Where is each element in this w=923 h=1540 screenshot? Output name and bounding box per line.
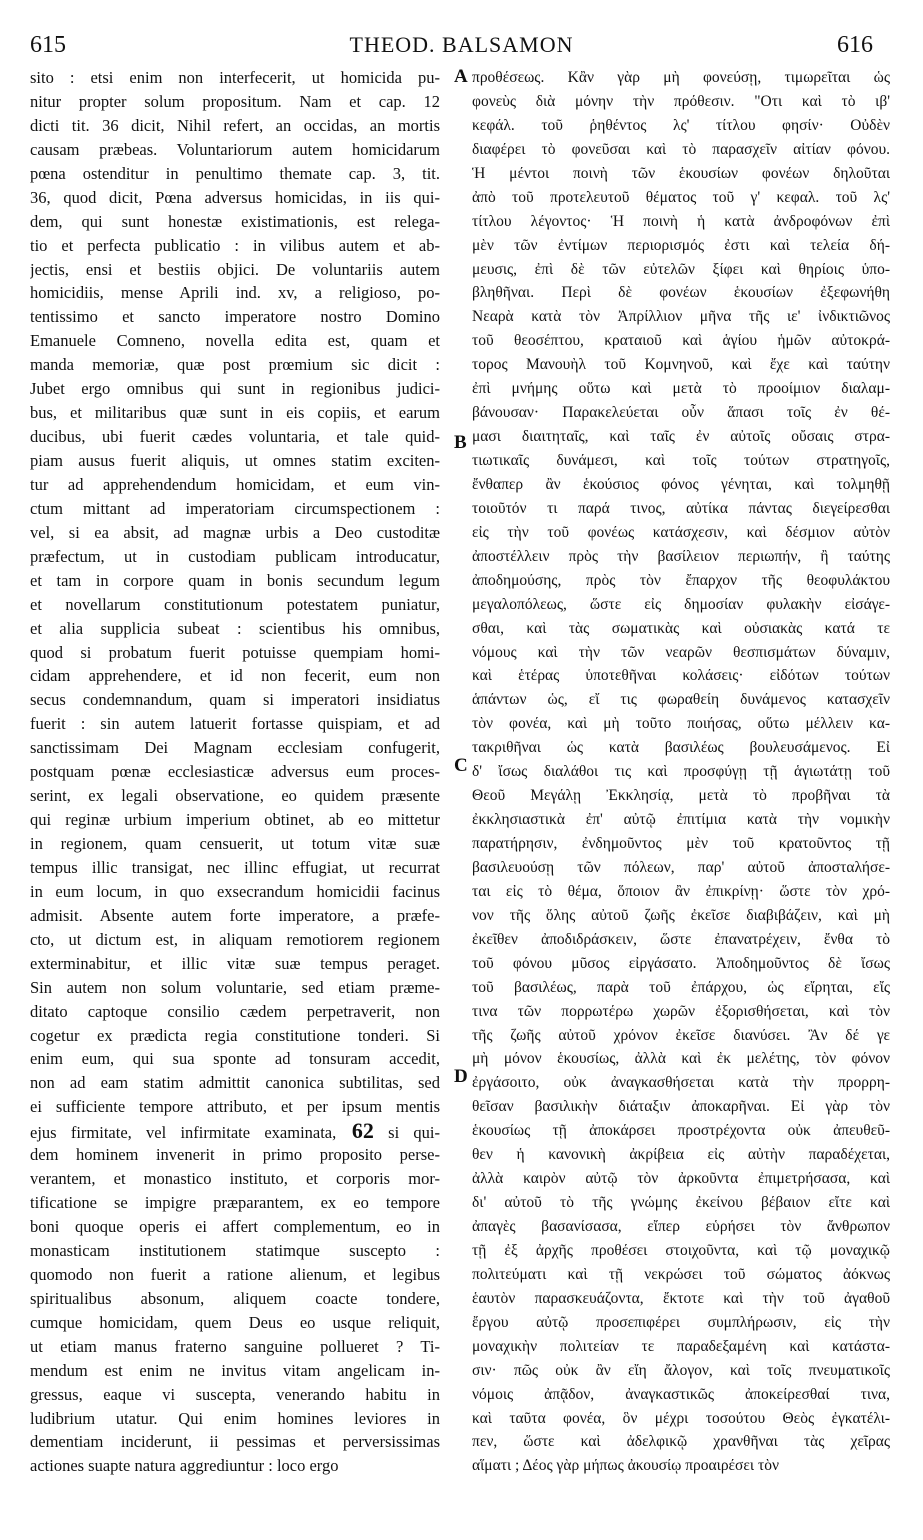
text-line: manda memoriæ, quæ post prœmium sic dicit : xyxy=(30,355,440,375)
text-line: μασι διαιτηταῖς, καὶ ταῖς ἐν αὐτοῖς οὔσαις στρα- xyxy=(472,428,890,446)
section-marker-c: C xyxy=(454,755,468,776)
text-line: ἀλλὰ καιρὸν αὐτῷ τὸν ἀρκοῦντα ἐπιμετρήσασα, καὶ xyxy=(472,1170,890,1188)
text-line: secus condemnandum, quam si imperatori insidiatus xyxy=(30,690,440,710)
column-reference-number: 62 xyxy=(336,1119,374,1144)
text-line: τορος Μανουὴλ τοῦ Κομνηνοῦ, καὶ ἔχε καὶ ταύτην xyxy=(472,356,890,374)
text-line: καὶ ἑτέρας ὑποτεθῆναι κολάσεις· εἰδότων τούτων xyxy=(472,667,890,685)
text-line: κεφάλ. τοῦ ῥηθέντος λς' τίτλου φησίν· Οὐδὲν xyxy=(472,116,890,134)
text-line: τοῦ βασιλέως, παρὰ τοῦ ἐπάρχου, ὡς εἴρηται, εἴς xyxy=(472,978,890,996)
text-line: προθέσεως. Κἂν γὰρ μὴ φονεύσῃ, τιμωρεῖται ὡς xyxy=(472,69,890,86)
text-line: causam præbeas. Voluntariorum autem homicidarum xyxy=(30,139,440,159)
text-line: et alia supplicia subeat : scientibus his omnibus, xyxy=(30,618,440,638)
text-line: ἀποδημούσης, πρὸς τὸν ἔπαρχον τῆς θεοφυλάκτου xyxy=(472,571,890,589)
section-marker-d: D xyxy=(454,1066,468,1087)
text-line: verantem, et monastico instituto, et corporis mor- xyxy=(30,1169,440,1189)
text-line: exterminabitur, et illic vitæ suæ tempus peraget. xyxy=(30,953,440,973)
text-line: ἔνθαπερ ἂν ἑκούσιος φόνος γένηται, καὶ τολμηθῇ xyxy=(472,475,890,493)
text-line: dicti tit. 36 dicit, Nihil refert, an occidas, an mortis xyxy=(30,115,440,135)
text-line: βληθῆναι. Περὶ δὲ φονέων ἑκουσίων ἐξεφωνήθη xyxy=(472,284,890,302)
text-line: μεγαλοπόλεως, ὥστε εἰς δημοσίαν φυλακὴν εἰσάγε- xyxy=(472,595,890,613)
text-line: ut etiam manus fraterno sanguine pollueret ? Ti- xyxy=(30,1336,440,1356)
text-line: tio et perfecta publicatio : in vilibus autem et ab- xyxy=(30,235,440,255)
text-line: boni quoque operis ei affert complementum, eo in xyxy=(30,1217,440,1236)
text-line: ἐκεῖθεν ἀποδιδράσκειν, ὥστε ἐπανατρέχειν, ἔνθα τὸ xyxy=(472,930,890,948)
text-line: ἀποστέλλειν πρὸς τὴν βασίλειον περιωπήν, ἢ ταύτης xyxy=(472,547,890,565)
text-line: ἐργάσοιτο, οὐκ ἀναγκασθήσεται κατὰ τὴν προρρη- xyxy=(472,1074,890,1092)
text-line: admisit. Absente autem forte imperatore, a præfe- xyxy=(30,905,440,925)
text-line: Jubet ergo omnibus qui sunt in regionibus judici- xyxy=(30,379,440,399)
text-line: φονεὺς διὰ μόνην τὴν πρόθεσιν. "Οτι καὶ τὸ ιβ' xyxy=(472,92,890,110)
text-line: τὸν φονέα, καὶ μὴ τοῦτο ποιήσας, οὕτω μέλλειν κα- xyxy=(472,715,890,733)
text-line: τοῦ φόνου μῦσος εἰργάσατο. Ἀποδημοῦντος δὲ ἴσως xyxy=(472,954,890,972)
text-line: tificatione se impigre præparantem, ex eo tempore xyxy=(30,1193,440,1213)
text-line: et tam in corpore quam in bonis secundum legum xyxy=(30,570,440,590)
text-line: dementiam inciderunt, ii pessimas et perversissimas xyxy=(30,1432,440,1452)
text-line: Ἡ μέντοι ποινὴ τῶν ἑκουσίων φονέων δηλοῦται xyxy=(472,164,890,182)
text-line: μὲν τῶν ἐντίμων περιορισμός ἐστι καὶ τελεία δή- xyxy=(472,236,890,254)
text-line: καὶ ταῦτα φονέα, ὃν μέχρι τοσούτου Θεὸς ἐγκατέλι- xyxy=(472,1409,890,1427)
text-line: εἰς τὴν τοῦ φονέως κατάσχεσιν, καὶ δέσμιον αὐτὸν xyxy=(472,523,890,541)
text-line: pœna ostenditur in penultimo themate cap. 3, tit. xyxy=(30,163,440,183)
text-line: παρατήρησιν, ἐνδημοῦντος μὲν τοῦ κρατοῦντος τῇ xyxy=(472,835,890,852)
text-line: serint, ex legali observatione, eo quidem præsente xyxy=(30,786,440,806)
text-line: ἐπὶ μνήμης οὕτω καὶ μετὰ τὸ προοίμιον διαλαμ- xyxy=(472,380,890,398)
text-line: Νεαρὰ κατὰ τὸν Ἀπρίλλιον μῆνα τῆς ιε' ἰνδικτιῶνος xyxy=(472,308,890,326)
text-line: ἑκουσίως τῇ ἀποκάρσει προστρέχοντα οὐκ ἀπευθεῦ- xyxy=(472,1122,890,1140)
text-line: enim eum, qui sua sponte ad tonsuram accedit, xyxy=(30,1049,440,1069)
text-line: dem hominem invenerit in primo proposito perse- xyxy=(30,1145,440,1165)
text-line: σιν· πῶς οὐκ ἂν εἴη ἄλογον, καὶ τοῖς πνευματικοῖς xyxy=(472,1361,890,1379)
greek-column xyxy=(472,66,890,1526)
text-line: ctum mittant ad imperatoriam circumspectionem : xyxy=(30,498,440,518)
text-line: ἀπαγὲς βασανίσασα, εἴπερ εὑρήσει τὸν ἄνθρωπον xyxy=(472,1218,890,1235)
text-line: δι' αὐτοῦ τὸ τῆς γνώμης ἐκείνου βέβαιον εἴτε καὶ xyxy=(472,1194,890,1212)
text-line: tentissimo et sancto imperatore nostro Domino xyxy=(30,307,440,327)
text-line: non ad eam statim admittit canonica subtilitas, sed xyxy=(30,1073,440,1093)
text-line: actiones suapte natura aggrediuntur : loco ergo xyxy=(30,1456,339,1476)
latin-column xyxy=(30,66,440,1526)
text-line: ἐκκλησιαστικὰ ἐπ' αὐτῷ ἐπιτίμια κατὰ τὴν νομικὴν xyxy=(472,811,890,829)
text-line: ἁπάντων ὡς, εἴ τις φωραθείη δυνάμενος κατασχεῖν xyxy=(472,691,890,709)
text-line: præfectum, ut in custodiam publicam introducatur, xyxy=(30,546,440,566)
text-line: cto, ut dictum est, in aliquam remotiorem regionem xyxy=(30,929,440,949)
text-line: τινα τῶν πορρωτέρω χωρῶν ἐξορισθήσεται, καὶ τὸν xyxy=(472,1002,890,1020)
text-line: 36, quod dicit, Pœna adversus homicidas, in iis qui- xyxy=(30,187,440,207)
text-line: sanctissimam Dei Magnam ecclesiam confugerit, xyxy=(30,738,440,758)
text-line: νόμοις ἀπᾷδον, ἀναγκαστικῶς ἀποκείρεσθαί τινα, xyxy=(472,1385,890,1403)
text-line: τῆς ζωῆς αὐτοῦ χρόνον ἐκεῖσε διανύσει. Ἂν δέ γε xyxy=(472,1026,890,1044)
text-line: ἑαυτὸν παρασκευάζοντα, ἔκτοτε καὶ τὴν τοῦ ἀγαθοῦ xyxy=(472,1289,890,1307)
text-line: spiritualibus absonum, aliquem coacte tondere, xyxy=(30,1288,440,1308)
text-line: cogetur ex prædicta regia constitutione tonderi. Si xyxy=(30,1025,440,1045)
text-line: Sin autem non solum voluntarie, sed etiam præme- xyxy=(30,977,440,997)
text-line: τοῦ θεοσέπτου, κραταιοῦ καὶ ἁγίου ἡμῶν αὐτοκρά- xyxy=(472,332,890,350)
text-line: νον τῆς ὅλης αὐτοῦ ζωῆς ἐκεῖσε διαβιβάζειν, καὶ μὴ xyxy=(472,906,890,924)
page-header xyxy=(0,28,923,62)
text-line: nitur propter solum propositum. Nam et cap. 12 xyxy=(30,91,440,111)
text-line: in regionem, quam censuerit, ut totum vitæ suæ xyxy=(30,834,440,853)
text-line: quomodo non fuerit a ratione alienum, et legibus xyxy=(30,1264,440,1284)
text-line: homicidiis, mense Aprili ind. xv, a religioso, po- xyxy=(30,283,440,303)
text-line: διαφέρει τὸ φονεῦσαι καὶ τὸ παρασχεῖν αἰτίαν φόνου. xyxy=(472,140,890,158)
page-number-left: 615 xyxy=(30,32,66,58)
text-line: bus, et militaribus quæ sunt in eis copiis, et earum xyxy=(30,403,440,423)
text-line: θεῖσαν βασιλικὴν διάταξιν ἀποκαρῆναι. Εἰ γὰρ τὸν xyxy=(472,1098,890,1116)
text-line: Θεοῦ Μεγάλῃ Ἐκκλησίᾳ, μετὰ τὸ προβῆναι τὰ xyxy=(472,787,890,805)
text-line: βάνουσαν· Παρακελεύεται οὖν ἅπασι τοῖς ἐν θέ- xyxy=(472,404,890,422)
text-line: μὴ μόνον ἑκουσίως, ἀλλὰ καὶ ἐκ μελέτης, τὸν φόνον xyxy=(472,1050,890,1068)
text-line: αἵματι ; Δέος γὰρ μήπως ἀκουσίῳ προαιρέσει τὸν xyxy=(472,1457,779,1475)
text-line: postquam pœnæ ecclesiasticæ adversus eum proces- xyxy=(30,762,440,782)
text-line: cidam apprehendere, et id non fecerit, eum non xyxy=(30,666,440,686)
text-line: sito : etsi enim non interfecerit, ut homicida pu- xyxy=(30,68,440,87)
text-line: fuerit : sin autem latuerit fortasse quispiam, et ad xyxy=(30,714,440,734)
text-line: τίτλου λέγοντος· Ἡ ποινὴ ἡ κατὰ ἀνδροφόνων ἐπὶ xyxy=(472,212,890,230)
text-line: ἀπὸ τοῦ προτελευτοῦ θέματος τοῦ γ' κεφαλ. τοῦ λς' xyxy=(472,188,890,206)
text-line: jectis, ensi et bestiis objici. De voluntariis autem xyxy=(30,259,440,279)
text-line: et novellarum constitutionum potestatem puniatur, xyxy=(30,594,440,614)
text-line: in eum locum, in quo exsecrandum homicidii facinus xyxy=(30,881,440,901)
text-line: τῇ ἐξ ἀρχῆς προθέσει στοιχοῦντα, καὶ τῷ μοναχικῷ xyxy=(472,1241,890,1259)
text-line: τακριθῆναι ὡς κατὰ βασιλέως βουλευσάμενος. Εἰ xyxy=(472,739,890,757)
text-line: βασιλευούσῃ τῶν πόλεων, παρ' αὐτοῦ ἀποσταλήσε- xyxy=(472,858,890,876)
text-line: ducibus, ubi fuerit cædes voluntaria, et tale quid- xyxy=(30,427,440,447)
section-marker-a: A xyxy=(454,66,468,87)
line-continuation: si qui- xyxy=(373,1123,440,1143)
text-line: πολιτεύματι καὶ τῇ νεκρώσει τοῦ σώματος ἀόκνως xyxy=(472,1265,890,1283)
text-line: τοιοῦτόν τι παρά τινος, αὐτίκα πάντας διεγείρεσθαι xyxy=(472,499,890,517)
page-number-right: 616 xyxy=(837,32,873,58)
text-line: σθαι, καὶ τὰς σωματικὰς καὶ οὐσιακὰς κατά τε xyxy=(472,619,890,637)
text-line: μοναχικὴν πολιτείαν τε παραδεξαμένη καὶ κατάστα- xyxy=(472,1337,890,1355)
text-line: dem, qui sunt honestæ existimationis, est relega- xyxy=(30,211,440,231)
text-line: qui reginæ urbium imperium obtinet, ab eo mittetur xyxy=(30,810,440,830)
text-line: piam ausus fuerit aliquis, ut omnes statim exciten- xyxy=(30,451,440,470)
text-line: vel, si ea absit, ad magnæ urbis a Deo custoditæ xyxy=(30,522,440,542)
text-line: cumque homicidam, quem Deus eo usque reliquit, xyxy=(30,1312,440,1332)
text-line: δ' ἴσως διαλάθοι τις καὶ προσφύγῃ τῇ ἁγιωτάτῃ τοῦ xyxy=(472,763,890,781)
text-line: ἔργου αὐτῷ προσεπιφέρει συμπλήρωσιν, εἰς τὴν xyxy=(472,1313,890,1331)
text-line: μευσις, ἐπὶ δὲ τῶν εὐτελῶν ξίφει καὶ θηρίοις ὑπο- xyxy=(472,260,890,278)
text-line: θεν ἡ κανονικὴ ἀκρίβεια εἰς αὐτὴν παραδέχεται, xyxy=(472,1146,890,1164)
text-line: ludibrium utatur. Qui enim homines leviores in xyxy=(30,1408,440,1428)
text-line: τιωτικαῖς δυνάμεσι, καὶ τοῖς τούτων στρατηγοῖς, xyxy=(472,452,890,469)
text-line: tur ad apprehendendum homicidam, et eum vin- xyxy=(30,474,440,494)
text-line: mendum est enim ne invitus vitam angelicam in- xyxy=(30,1360,440,1380)
text-line: Emanuele Comneno, novella edita est, quam et xyxy=(30,331,440,351)
text-line: monasticam institutionem statimque suscepto : xyxy=(30,1240,440,1260)
text-line: ditato captoque consilio cædem perpetraverit, non xyxy=(30,1001,440,1021)
text-line: νόμους καὶ τὴν τῶν νεαρῶν θεσπισμάτων δύναμιν, xyxy=(472,643,890,661)
text-line: gressus, eaque vi suscepta, venerando habitu in xyxy=(30,1384,440,1404)
text-line: ται εἰς τὸ θέμα, ὅποιον ἂν ἐπικρίνῃ· ὥστε τὸν χρό- xyxy=(472,882,890,900)
text-line: quod si probatum fuerit potuisse quempiam homi- xyxy=(30,642,440,662)
running-title: THEOD. BALSAMON xyxy=(349,32,574,57)
text-line: πεν, ὥστε καὶ ἀδελφικῷ χρανθῆναι τὰς χεῖρας xyxy=(472,1433,890,1451)
text-line: ejus firmitate, vel infirmitate examinata, 62 si qui- xyxy=(30,1119,440,1144)
section-marker-b: B xyxy=(454,432,467,453)
text-line: tempus illic transigat, nec illinc effugiat, ut recurrat xyxy=(30,857,440,877)
text-line: ei sufficiente tempore attributo, et per ipsum mentis xyxy=(30,1097,440,1117)
